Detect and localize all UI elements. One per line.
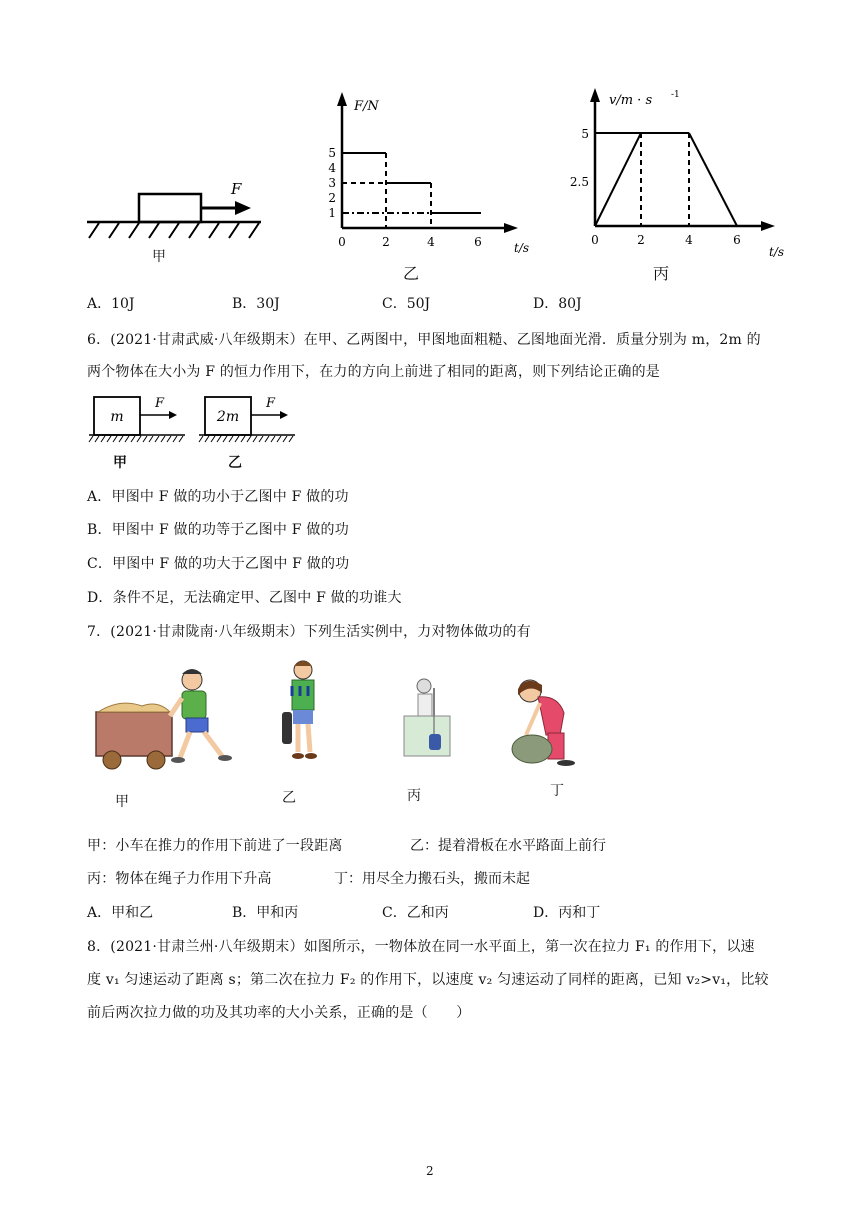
yi-xtick-2: 2 (382, 235, 390, 249)
bing-y-axis-label: v/m · s (609, 93, 653, 108)
q7-stem: 7．(2021·甘肃陇南·八年级期末）下列生活实例中，力对物体做功的有 (87, 624, 531, 640)
q5-option-b[interactable]: B．30J (232, 296, 280, 312)
q7-illustration-push-cart (90, 660, 240, 775)
fig-yi-force-time-graph (318, 88, 538, 268)
q7-desc-yi: 乙：提着滑板在水平路面上前行 (410, 838, 606, 854)
q7-option-d[interactable]: D．丙和丁 (533, 905, 601, 921)
q7-option-b[interactable]: B．甲和丙 (232, 905, 299, 921)
bing-x-axis-label: t/s (769, 245, 785, 259)
yi-ytick-5: 5 (328, 146, 336, 160)
q7-desc-ding: 丁：用尽全力搬石头，搬而未起 (334, 871, 530, 887)
q5-option-a[interactable]: A．10J (87, 296, 135, 312)
q7-option-c[interactable]: C．乙和丙 (382, 905, 449, 921)
yi-xtick-6: 6 (474, 235, 482, 249)
q6-figure (85, 393, 300, 445)
bing-xtick-4: 4 (685, 233, 693, 247)
q5-option-c[interactable]: C．50J (382, 296, 431, 312)
q6-stem-line-2: 两个物体在大小为 F 的恒力作用下，在力的方向上前进了相同的距离，则下列结论正确的是 (87, 364, 661, 380)
q7-illustration-lift-with-rope (398, 676, 456, 760)
yi-ytick-4: 4 (328, 161, 336, 175)
q7-caption-bing: 丙 (407, 788, 421, 804)
yi-x-axis-label: t/s (514, 241, 530, 255)
yi-ytick-1: 1 (328, 206, 336, 220)
fig-jia-caption: 甲 (152, 249, 166, 265)
q8-stem-line-2: 度 v₁ 匀速运动了距离 s；第二次在拉力 F₂ 的作用下，以速度 v₂ 匀速运动了同样的距离，已知 v₂>v₁，比较 (87, 972, 769, 988)
fig-bing-caption: 丙 (653, 264, 670, 283)
q8-stem-line-3: 前后两次拉力做的功及其功率的大小关系，正确的是（ ） (87, 1005, 471, 1021)
bing-xtick-6: 6 (733, 233, 741, 247)
bing-ytick-2-5: 2.5 (569, 175, 589, 189)
force-label: F (231, 180, 242, 198)
fig-bing-velocity-time-graph (565, 82, 795, 268)
fig-yi-caption: 乙 (403, 264, 420, 283)
q6-option-a[interactable]: A．甲图中 F 做的功小于乙图中 F 做的功 (87, 489, 349, 505)
q6-option-d[interactable]: D．条件不足，无法确定甲、乙图中 F 做的功谁大 (87, 590, 402, 606)
force-label-2: F (266, 396, 276, 411)
q7-option-a[interactable]: A．甲和乙 (87, 905, 154, 921)
q6-stem-line-1: 6．(2021·甘肃武威·八年级期末）在甲、乙两图中，甲图地面粗糙、乙图地面光滑．质量分别为 m，2m 的 (87, 332, 761, 348)
yi-xtick-4: 4 (427, 235, 435, 249)
bing-xtick-2: 2 (637, 233, 645, 247)
yi-xtick-0: 0 (338, 235, 346, 249)
yi-y-axis-label: F/N (354, 99, 379, 114)
q6-caption-jia: 甲 (113, 455, 127, 471)
q7-illustration-carry-skateboard (278, 656, 328, 766)
q7-desc-jia: 甲：小车在推力的作用下前进了一段距离 (87, 838, 343, 854)
yi-ytick-3: 3 (328, 176, 336, 190)
bing-ytick-5: 5 (581, 127, 589, 141)
q8-stem-line-1: 8．(2021·甘肃兰州·八年级期末）如图所示，一物体放在同一水平面上，第一次在拉力 F₁ 的作用下，以速 (87, 939, 755, 955)
q6-caption-yi: 乙 (228, 455, 242, 471)
bing-y-axis-label-sup: -1 (671, 90, 680, 100)
q7-desc-bing: 丙：物体在绳子力作用下升高 (87, 871, 272, 887)
page-number: 2 (426, 1164, 434, 1178)
box-m-label: m (110, 409, 124, 425)
q6-option-c[interactable]: C．甲图中 F 做的功大于乙图中 F 做的功 (87, 556, 350, 572)
q7-caption-jia: 甲 (115, 794, 129, 810)
q7-caption-ding: 丁 (550, 783, 564, 799)
bing-xtick-0: 0 (591, 233, 599, 247)
q7-illustration-lift-rock (508, 673, 583, 768)
yi-ytick-2: 2 (328, 191, 336, 205)
q6-option-b[interactable]: B．甲图中 F 做的功等于乙图中 F 做的功 (87, 522, 349, 538)
force-label-1: F (155, 396, 165, 411)
box-2m-label: 2m (216, 409, 240, 425)
q5-option-d[interactable]: D．80J (533, 296, 582, 312)
fig-jia-block-on-ground (85, 178, 270, 243)
q7-caption-yi: 乙 (282, 790, 296, 806)
